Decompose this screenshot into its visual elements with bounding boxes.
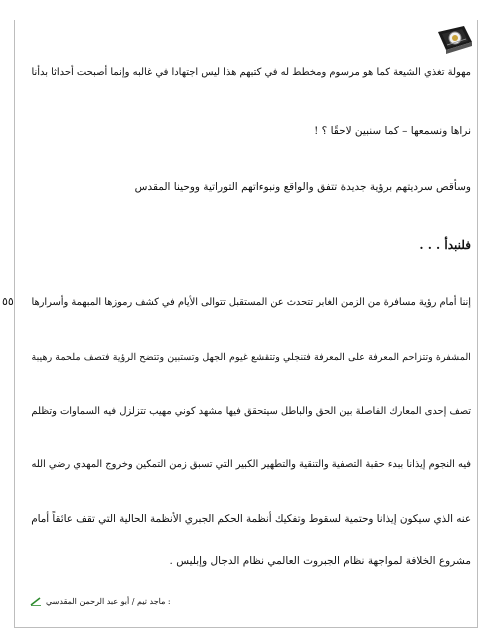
page-frame: [14, 20, 478, 628]
text-line: عنه الذي سيكون إيذانا وحتمية لسقوط وتفكيك أنظمة الحكم الجبري الأنظمة الحالية التي تقف عائقاً أمام: [31, 513, 471, 525]
text-line: المشفرة وتتزاحم المعرفة على المعرفة فتنجلي وتتقشع غيوم الجهل وتستبين وتتضح الرؤية فتصف ملحمة رهيبة: [31, 352, 471, 363]
section-heading: فلنبدأ . . .: [419, 238, 471, 252]
page-number: ٥٥: [2, 295, 14, 308]
text-line: وسأقص سرديتهم برؤية جديدة تتفق والواقع ونبوءاتهم التوراتية ووحينا المقدس: [134, 181, 471, 193]
footer-author: : ماجد تيم / أبو عبد الرحمن المقدسي: [46, 596, 171, 606]
text-line: نراها ونسمعها – كما سنبين لاحقًا ؟ !: [314, 125, 471, 137]
pen-icon: [30, 596, 42, 606]
text-line: تصف إحدى المعارك الفاصلة بين الحق والباطل سيتحقق فيها مشهد كوني مهيب تتزلزل فيه السماوات وتظلم: [31, 406, 471, 417]
book-emblem-icon: [434, 22, 476, 56]
text-line: مهولة تغذي الشيعة كما هو مرسوم ومخطط له في كتبهم هذا ليس اجتهادا في غالبه وإنما أصبحت أحداثا بدأنا: [31, 67, 471, 78]
text-line: مشروع الخلافة لمواجهة نظام الجبروت العالمي نظام الدجال وإبليس .: [169, 555, 471, 567]
text-line: فيه النجوم إيذانا ببدء حقبة التصفية والتنقية والتطهير الكبير التي تسبق زمن التمكين وخروج المهدي رضي الله: [31, 459, 471, 470]
footer: [30, 596, 171, 606]
text-line: إننا أمام رؤية مسافرة من الزمن الغابر تتحدث عن المستقبل تتوالى الأيام في كشف رموزها المبهمة وأسرارها: [31, 297, 471, 308]
